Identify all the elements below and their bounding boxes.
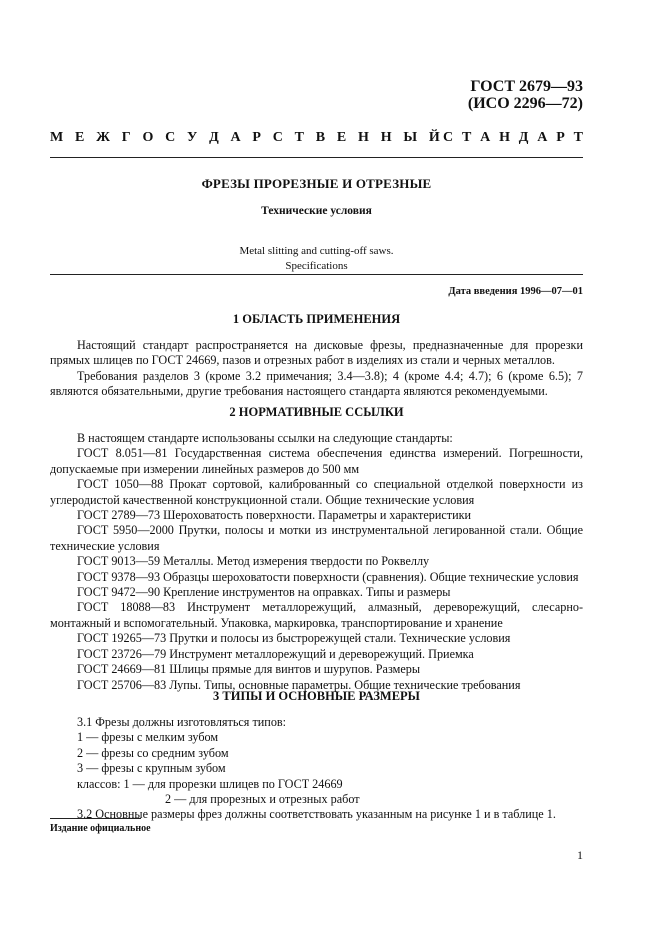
english-title xyxy=(50,244,583,274)
reference-item: ГОСТ 9378—93 Образцы шероховатости поверхности (сравнения). Общие технические условия xyxy=(77,569,579,584)
section-3-line: 2 — фрезы со средним зубом xyxy=(77,745,229,760)
reference-item: ГОСТ 18088—83 Инструмент металлорежущий, алмазный, дереворежущий, слесарно-монтажный и вспомогательный. Упаковка, маркировка, транспортирование и хранение xyxy=(50,600,583,630)
reference-item: ГОСТ 2789—73 Шероховатость поверхности. Параметры и характеристики xyxy=(77,508,472,523)
banner-letter: О xyxy=(142,130,154,145)
reference-item: ГОСТ 25706—83 Лупы. Типы, основные параметры. Общие технические требования xyxy=(77,677,521,692)
banner-letter: Т xyxy=(294,130,305,145)
footer-rule xyxy=(50,818,141,819)
banner-letter: М xyxy=(50,130,64,145)
interstate-standard-banner xyxy=(50,130,583,146)
english-title-line-1: Metal slitting and cutting-off saws. xyxy=(239,245,394,257)
banner-letter: Й xyxy=(428,130,440,145)
section-2-body xyxy=(50,431,583,693)
banner-letter: Н xyxy=(358,130,369,145)
section-2-intro: В настоящем стандарте использованы ссылки на следующие стандарты: xyxy=(77,431,453,445)
banner-letter: В xyxy=(315,130,326,145)
reference-item: ГОСТ 19265—73 Прутки и полосы из быстрорежущей стали. Технические условия xyxy=(77,631,511,646)
banner-word-standard xyxy=(443,130,583,146)
section-3-line: 1 — фрезы с мелким зубом xyxy=(77,730,219,745)
section-3-line: 3.2 Основные размеры фрез должны соответствовать указанным на рисунке 1 и в таблице 1. xyxy=(77,807,556,822)
reference-item: ГОСТ 5950—2000 Прутки, полосы и мотки из инструментальной легированной стали. Общие технические условия xyxy=(50,523,583,553)
section-1-paragraph-2: Требования разделов 3 (кроме 3.2 примечания; 3.4—3.8); 4 (кроме 4.4; 4.7); 6 (кроме 6.5); 7 являются обязательными, другие требования настоящего стандарта являются рекомендуемыми. xyxy=(50,368,583,399)
banner-letter: Е xyxy=(75,130,85,145)
title-rule xyxy=(50,274,583,275)
banner-letter: Н xyxy=(380,130,392,145)
reference-item: ГОСТ 1050—88 Прокат сортовой, калиброванный со специальной отделкой поверхности из углеродистой качественной конструкционной стали. Общие технические условия xyxy=(50,477,583,507)
banner-letter: Ж xyxy=(96,130,110,145)
effective-date: Дата введения 1996—07—01 xyxy=(448,286,583,297)
section-1-heading: 1 ОБЛАСТЬ ПРИМЕНЕНИЯ xyxy=(232,312,401,326)
banner-letter: Ы xyxy=(403,130,418,145)
banner-letter: С xyxy=(165,130,176,145)
references-list xyxy=(50,446,583,693)
banner-letter: Е xyxy=(336,130,347,145)
standard-code-block xyxy=(468,78,583,112)
banner-letter: Т xyxy=(573,130,583,145)
banner-letter: А xyxy=(480,130,491,145)
section-1-paragraph-1: Настоящий стандарт распространяется на дисковые фрезы, предназначенные для прорезки прямых шлицев по ГОСТ 24669, пазов и отрезных работ в изделиях из стали и черных металлов. xyxy=(50,338,583,368)
banner-letter: У xyxy=(187,130,198,145)
section-3-line: классов: 1 — для прорезки шлицев по ГОСТ 24669 xyxy=(77,776,343,791)
banner-letter: Р xyxy=(252,130,261,145)
banner-letter: С xyxy=(443,130,454,145)
banner-letter: Д xyxy=(209,130,219,145)
section-3-body xyxy=(50,715,583,823)
page-number: 1 xyxy=(577,848,583,862)
reference-item: ГОСТ 24669—81 Шлицы прямые для винтов и шурупов. Размеры xyxy=(77,662,421,677)
banner-word-interstate xyxy=(50,130,440,146)
banner-letter: Т xyxy=(461,130,472,145)
reference-item: ГОСТ 9013—59 Металлы. Метод измерения твердости по Роквеллу xyxy=(77,554,430,569)
banner-letter: Д xyxy=(518,130,529,145)
section-3-line: 2 — для прорезных и отрезных работ xyxy=(165,792,360,807)
iso-code: (ИСО 2296—72) xyxy=(467,95,583,112)
english-title-line-2: Specifications xyxy=(285,260,348,272)
banner-letter: Р xyxy=(556,130,565,145)
official-edition-note: Издание официальное xyxy=(50,823,151,834)
banner-rule xyxy=(50,157,583,158)
banner-letter: А xyxy=(537,130,548,145)
banner-letter: А xyxy=(230,130,241,145)
document-title: ФРЕЗЫ ПРОРЕЗНЫЕ И ОТРЕЗНЫЕ xyxy=(201,176,432,191)
banner-letter: Н xyxy=(499,130,510,145)
section-3-line: 3 — фрезы с крупным зубом xyxy=(77,761,226,776)
reference-item: ГОСТ 23726—79 Инструмент металлорежущий и дереворежущий. Приемка xyxy=(77,646,474,661)
gost-code: ГОСТ 2679—93 xyxy=(470,78,583,95)
section-1-body xyxy=(50,338,583,400)
banner-letter: С xyxy=(272,130,283,145)
document-subtitle: Технические условия xyxy=(261,205,372,217)
banner-letter: Г xyxy=(121,130,131,145)
reference-item: ГОСТ 9472—90 Крепление инструментов на оправках. Типы и размеры xyxy=(77,585,451,600)
section-3-heading: 3 ТИПЫ И ОСНОВНЫЕ РАЗМЕРЫ xyxy=(213,689,420,703)
section-3-line: 3.1 Фрезы должны изготовляться типов: xyxy=(77,715,287,729)
section-2-heading: 2 НОРМАТИВНЫЕ ССЫЛКИ xyxy=(229,405,404,419)
reference-item: ГОСТ 8.051—81 Государственная система обеспечения единства измерений. Погрешности, допускаемые при измерении линейных размеров до 500 мм xyxy=(50,446,583,476)
